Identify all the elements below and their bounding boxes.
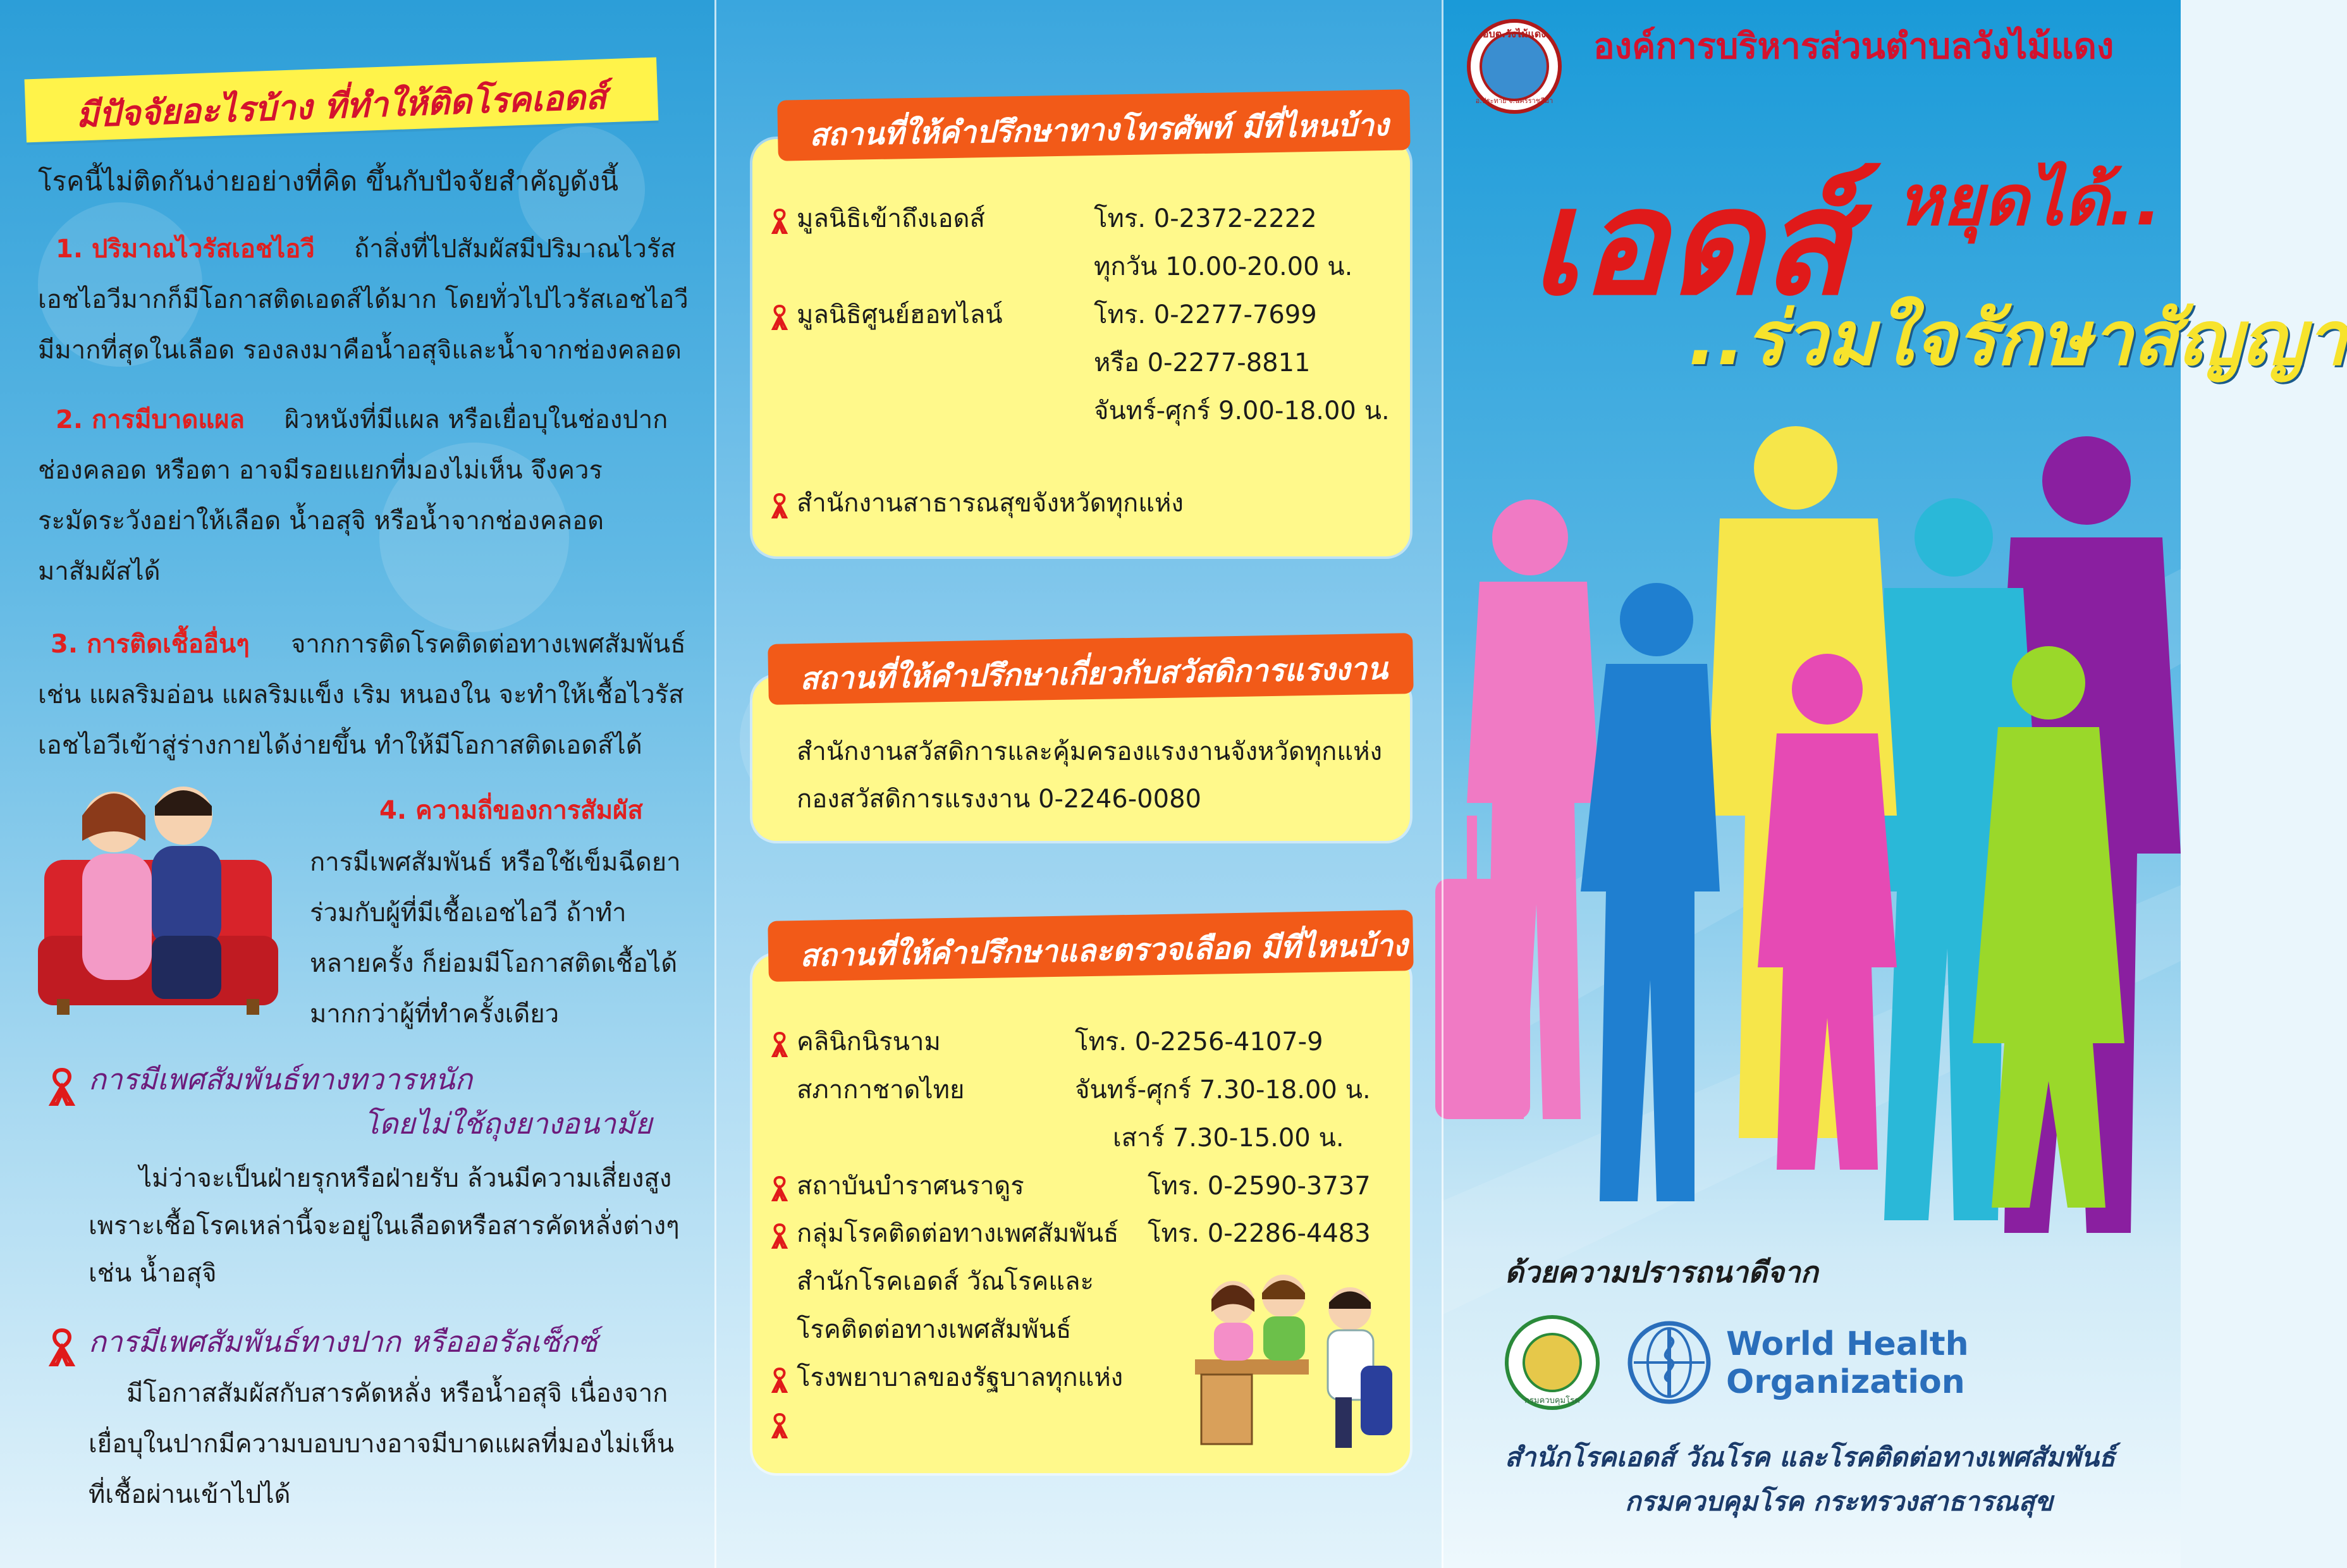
hotline-phone: โทร. 0-2372-2222	[1094, 204, 1317, 233]
people-silhouettes-illustration	[1442, 411, 2181, 1258]
fold-line	[714, 0, 716, 1568]
hotline-org-name: มูลนิธิศูนย์ฮอทไลน์	[797, 300, 1003, 329]
factor4-text: ร่วมกับผู้ที่มีเชื้อเอชไอวี ถ้าทำ	[310, 898, 627, 928]
title-stoppable: หยุดได้..	[1897, 160, 2162, 241]
clinic-phone: โทร. 0-2256-4107-9	[1075, 1027, 1323, 1057]
with-wishes-text: ด้วยความปรารถนาดีจาก	[1505, 1255, 1818, 1289]
who-name: Organization	[1726, 1363, 1965, 1401]
anal-sex-heading: การมีเพศสัมพันธ์ทางทวารหนัก	[89, 1062, 473, 1096]
factor3-text: เช่น แผลริมอ่อน แผลริมแข็ง เริม หนองใน จะทำให้เชื้อไวรัส	[38, 680, 684, 709]
factor1-text: ถ้าสิ่งที่ไปสัมผัสมีปริมาณไวรัส	[354, 235, 676, 264]
left-panel	[0, 0, 714, 1568]
blood-test-banner-text: สถานที่ให้คำปรึกษาและตรวจเลือด มีที่ไหนบ้าง	[799, 928, 1408, 974]
doctor-consultation-illustration	[1195, 1265, 1397, 1454]
footer-ministry: กรมควบคุมโรค กระทรวงสาธารณสุข	[1625, 1486, 2053, 1517]
labor-welfare-text: สำนักงานสวัสดิการและคุ้มครองแรงงานจังหวัดทุกแห่ง	[797, 737, 1383, 766]
factor2-text: มาสัมผัสได้	[38, 557, 161, 586]
factor1-text: มีมากที่สุดในเลือด รองลงมาคือน้ำอสุจิและน้ำจากช่องคลอด	[38, 336, 682, 365]
phone-counseling-banner-text: สถานที่ให้คำปรึกษาทางโทรศัพท์ มีที่ไหนบ้าง	[809, 107, 1389, 153]
clinic-name: สำนักโรคเอดส์ วัณโรคและ	[797, 1267, 1094, 1296]
factor3-heading: 3. การติดเชื้ออื่นๆ	[51, 630, 250, 659]
risk-factors-banner-text: มีปัจจัยอะไรบ้าง ที่ทำให้ติดโรคเอดส์	[75, 77, 608, 135]
hotline-org-name: มูลนิธิเข้าถึงเอดส์	[797, 204, 985, 233]
clinic-name: กลุ่มโรคติดต่อทางเพศสัมพันธ์	[797, 1219, 1119, 1248]
ddc-seal-text: กรมควบคุมโรค	[1524, 1396, 1580, 1406]
blood-test-banner	[768, 910, 1414, 982]
intro-text: โรคนี้ไม่ติดกันง่ายอย่างที่คิด ขึ้นกับปัจจัยสำคัญดังนี้	[38, 166, 619, 197]
clinic-hours: จันทร์-ศุกร์ 7.30-18.00 น.	[1075, 1075, 1371, 1105]
oral-sex-text: เยื่อบุในปากมีความบอบบางอาจมีบาดแผลที่มองไม่เห็น	[89, 1430, 675, 1459]
factor4-text: มากกว่าผู้ที่ทำครั้งเดียว	[310, 1000, 560, 1029]
title-aids: เอดส์	[1530, 159, 1851, 328]
ribbon-icon	[47, 1067, 77, 1105]
factor3-text: เอชไอวีเข้าสู่ร่างกายได้ง่ายขึ้น ทำให้มีโอกาสติดเอดส์ได้	[38, 731, 642, 760]
oral-sex-text: มีโอกาสสัมผัสกับสารคัดหลั่ง หรือน้ำอสุจิ เนื่องจาก	[126, 1379, 668, 1408]
clinic-name: สภากาชาดไทย	[797, 1075, 965, 1105]
oral-sex-heading: การมีเพศสัมพันธ์ทางปาก หรือออรัลเซ็กซ์	[89, 1325, 598, 1359]
factor2-text: ระมัดระวังอย่าให้เลือด น้ำอสุจิ หรือน้ำจากช่องคลอด	[38, 506, 604, 536]
ribbon-icon	[771, 1032, 788, 1057]
ribbon-icon	[771, 1176, 788, 1201]
hotline-org-name: สำนักงานสาธารณสุขจังหวัดทุกแห่ง	[797, 489, 1184, 518]
ribbon-icon	[771, 493, 788, 518]
labor-welfare-text: กองสวัสดิการแรงงาน 0-2246-0080	[797, 785, 1201, 814]
right-panel	[1442, 0, 2347, 1568]
who-name: World Health	[1726, 1325, 1969, 1363]
middle-panel	[714, 0, 1442, 1568]
ribbon-icon	[771, 1413, 788, 1438]
sao-logo	[1467, 19, 1562, 114]
clinic-hours: เสาร์ 7.30-15.00 น.	[1113, 1124, 1344, 1153]
ddc-seal-inner	[1523, 1333, 1582, 1392]
ddc-seal-logo	[1505, 1315, 1600, 1410]
factor4-text: การมีเพศสัมพันธ์ หรือใช้เข็มฉีดยา	[310, 848, 681, 877]
factor1-heading: 1. ปริมาณไวรัสเอชไอวี	[56, 235, 315, 264]
hotline-hours: ทุกวัน 10.00-20.00 น.	[1094, 252, 1353, 281]
anal-sex-text: เช่น น้ำอสุจิ	[89, 1259, 217, 1288]
clinic-name: คลินิกนิรนาม	[797, 1027, 941, 1057]
who-emblem-icon	[1625, 1318, 1713, 1407]
clinic-name: สถาบันบำราศนราดูร	[797, 1172, 1024, 1201]
anal-sex-text: เพราะเชื้อโรคเหล่านี้จะอยู่ในเลือดหรือสารคัดหลั่งต่างๆ	[89, 1211, 680, 1240]
clinic-name: โรคติดต่อทางเพศสัมพันธ์	[797, 1315, 1072, 1344]
hotline-hours: จันทร์-ศุกร์ 9.00-18.00 น.	[1094, 396, 1390, 426]
phone-counseling-banner	[777, 89, 1411, 161]
ribbon-icon	[771, 1368, 788, 1393]
fold-line	[1442, 0, 1443, 1568]
org-name: องค์การบริหารส่วนตำบลวังไม้แดง	[1593, 26, 2114, 67]
title-subtitle: ..ร่วมใจรักษาสัญญา	[1688, 295, 2347, 382]
factor4-heading: 4. ความถี่ของการสัมผัส	[379, 796, 643, 825]
factor2-text: ผิวหนังที่มีแผล หรือเยื่อบุในช่องปาก	[285, 405, 668, 434]
clinic-phone: โทร. 0-2590-3737	[1148, 1172, 1371, 1201]
factor2-text: ช่องคลอด หรือตา อาจมีรอยแยกที่มองไม่เห็น จึงควร	[38, 456, 603, 485]
factor1-text: เอชไอวีมากก็มีโอกาสติดเอดส์ได้มาก โดยทั่วไปไวรัสเอชไอวี	[38, 285, 689, 314]
sao-logo-text: อบต.วังไม้แดง	[1482, 28, 1547, 40]
anal-sex-heading: โดยไม่ใช้ถุงยางอนามัย	[364, 1106, 653, 1141]
factor2-heading: 2. การมีบาดแผล	[56, 405, 245, 434]
couple-sofa-illustration	[38, 778, 291, 1018]
ribbon-icon	[771, 209, 788, 234]
factor3-text: จากการติดโรคติดต่อทางเพศสัมพันธ์	[291, 630, 686, 659]
footer-dept: สำนักโรคเอดส์ วัณโรค และโรคติดต่อทางเพศสัมพันธ์	[1505, 1442, 2116, 1473]
ribbon-icon	[771, 305, 788, 330]
factor4-text: หลายครั้ง ก็ย่อมมีโอกาสติดเชื้อได้	[310, 949, 678, 978]
ribbon-icon	[771, 1223, 788, 1249]
sao-logo-text: อ.ประทาย จ.นครราชสีมา	[1475, 97, 1553, 105]
oral-sex-text: ที่เชื้อผ่านเข้าไปได้	[89, 1480, 291, 1509]
anal-sex-text: ไม่ว่าจะเป็นฝ่ายรุกหรือฝ่ายรับ ล้วนมีความเสี่ยงสูง	[139, 1164, 672, 1193]
hotline-phone: หรือ 0-2277-8811	[1094, 348, 1311, 377]
hotline-phone: โทร. 0-2277-7699	[1094, 300, 1317, 329]
ribbon-icon	[47, 1328, 77, 1366]
clinic-name: โรงพยาบาลของรัฐบาลทุกแห่ง	[797, 1363, 1124, 1392]
labor-welfare-banner	[768, 633, 1414, 705]
clinic-phone: โทร. 0-2286-4483	[1148, 1219, 1371, 1248]
labor-welfare-banner-text: สถานที่ให้คำปรึกษาเกี่ยวกับสวัสดิการแรงงาน	[799, 651, 1388, 697]
